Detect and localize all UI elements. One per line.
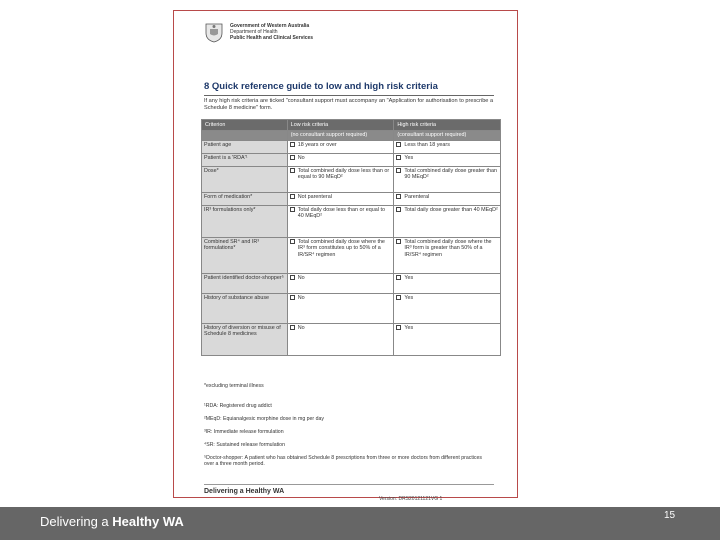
high-risk-cell [394, 192, 501, 205]
high-risk-cell [394, 273, 501, 293]
table-row [202, 323, 501, 355]
high-risk-text: Total combined daily dose greater than 90 MEqD² [404, 167, 497, 181]
footnote-1: ¹RDA: Registered drug addict [204, 403, 272, 409]
low-risk-cell [287, 140, 394, 153]
low-risk-cell [287, 192, 394, 205]
criterion-cell: Form of medication* [202, 192, 288, 205]
checkbox-icon[interactable] [396, 325, 401, 330]
slide-page-number: 15 [664, 510, 676, 521]
criteria-rows [202, 140, 501, 355]
low-risk-cell [287, 237, 394, 273]
high-risk-text: Yes [404, 154, 414, 161]
low-risk-cell [287, 293, 394, 323]
high-risk-text: Total combined daily dose where the IR³ form is greater than 50% of a IR/SR⁴ regimen [404, 238, 492, 258]
low-risk-text: No [297, 324, 305, 331]
header-criterion: Criterion [202, 120, 288, 131]
gov-line-3: Public Health and Clinical Services [230, 35, 314, 41]
document-title: 8 Quick reference guide to low and high risk criteria [204, 81, 494, 96]
low-risk-cell [287, 273, 394, 293]
checkbox-icon[interactable] [396, 275, 401, 280]
low-risk-cell [287, 323, 394, 355]
high-risk-text: Parenteral [404, 193, 430, 200]
criterion-cell: Combined SR⁴ and IR³ formulations* [202, 237, 288, 273]
low-risk-text: 18 years or over [297, 141, 337, 148]
table-row [202, 166, 501, 192]
table-row [202, 205, 501, 237]
intro-text: If any high risk criteria are ticked "consultant support must accompany an "Application for authorisation to prescribe a Schedule 8 medicine" form. [204, 98, 494, 111]
high-risk-cell [394, 205, 501, 237]
gov-line-2: Department of Health [230, 29, 278, 35]
table-row [202, 153, 501, 166]
low-risk-cell [287, 153, 394, 166]
criterion-cell: Patient age [202, 140, 288, 153]
high-risk-cell [394, 153, 501, 166]
footnote-2: ²MEqD: Equianalgesic morphine dose in mg per day [204, 416, 324, 422]
high-risk-text: Yes [404, 274, 414, 281]
table-row [202, 140, 501, 153]
high-risk-cell [394, 237, 501, 273]
slide-footer-prefix: Delivering a [40, 514, 113, 529]
high-risk-text: Yes [404, 324, 414, 331]
low-risk-cell [287, 166, 394, 192]
criterion-cell: Dose* [202, 166, 288, 192]
high-risk-text: Less than 18 years [404, 141, 450, 148]
checkbox-icon[interactable] [290, 325, 295, 330]
checkbox-icon[interactable] [396, 295, 401, 300]
document-page [173, 10, 518, 502]
high-risk-cell [394, 293, 501, 323]
criteria-table [201, 119, 501, 356]
checkbox-icon[interactable] [290, 194, 295, 199]
low-risk-text: No [297, 154, 305, 161]
checkbox-icon[interactable] [396, 207, 401, 212]
checkbox-icon[interactable] [290, 207, 295, 212]
subheader-criterion [202, 131, 288, 140]
checkbox-icon[interactable] [290, 239, 295, 244]
slide-footer-text [40, 514, 184, 529]
table-row [202, 237, 501, 273]
checkbox-icon[interactable] [290, 295, 295, 300]
high-risk-text: Total daily dose greater than 40 MEqD² [404, 206, 498, 213]
document-footer-title: Delivering a Healthy WA [204, 488, 285, 495]
government-heading [230, 23, 313, 41]
header-high-risk: High risk criteria [394, 120, 501, 131]
checkbox-icon[interactable] [290, 142, 295, 147]
low-risk-text: No [297, 274, 305, 281]
slide-footer-bold: Healthy WA [112, 514, 184, 529]
high-risk-cell [394, 323, 501, 355]
low-risk-text: Total daily dose less than or equal to 40 MEqD² [297, 206, 385, 220]
criterion-cell: IR³ formulations only* [202, 205, 288, 237]
checkbox-icon[interactable] [396, 194, 401, 199]
high-risk-text: Yes [404, 294, 414, 301]
low-risk-text: Total combined daily dose where the IR³ form constitutes up to 50% of a IR/SR⁴ regimen [297, 238, 385, 258]
document-version: Version: DRS20121121VG 1 [379, 496, 443, 502]
low-risk-text: No [297, 294, 305, 301]
low-risk-cell [287, 205, 394, 237]
criterion-cell: History of diversion or misuse of Schedule 8 medicines [202, 323, 288, 355]
footnote-3: ³IR: Immediate release formulation [204, 429, 284, 435]
criterion-cell: History of substance abuse [202, 293, 288, 323]
checkbox-icon[interactable] [396, 239, 401, 244]
criterion-cell: Patient identified doctor-shopper⁵ [202, 273, 288, 293]
checkbox-icon[interactable] [396, 155, 401, 160]
high-risk-cell [394, 166, 501, 192]
checkbox-icon[interactable] [290, 168, 295, 173]
table-row [202, 293, 501, 323]
criterion-cell: Patient is a 'RDA'¹ [202, 153, 288, 166]
low-risk-text: Not parenteral [297, 193, 332, 200]
subheader-high-risk: (consultant support required) [394, 131, 501, 140]
footnote-4: ⁴SR: Sustained release formulation [204, 442, 285, 448]
document-header [204, 21, 313, 43]
checkbox-icon[interactable] [290, 275, 295, 280]
low-risk-text: Total combined daily dose less than or equal to 90 MEqD² [297, 167, 390, 181]
high-risk-cell [394, 140, 501, 153]
checkbox-icon[interactable] [290, 155, 295, 160]
checkbox-icon[interactable] [396, 142, 401, 147]
header-low-risk: Low risk criteria [287, 120, 394, 131]
footnote-5: ⁵Doctor-shopper: A patient who has obtained Schedule 8 prescriptions from three or more doctors from different practices over a three month period. [204, 455, 482, 468]
excluding-note: *excluding terminal illness [204, 383, 264, 389]
government-crest-icon [204, 21, 224, 43]
subheader-low-risk: (no consultant support required) [287, 131, 394, 140]
checkbox-icon[interactable] [396, 168, 401, 173]
footer-divider [204, 484, 494, 485]
table-row [202, 273, 501, 293]
table-row [202, 192, 501, 205]
gov-line-1: Government of Western Australia [230, 23, 310, 29]
